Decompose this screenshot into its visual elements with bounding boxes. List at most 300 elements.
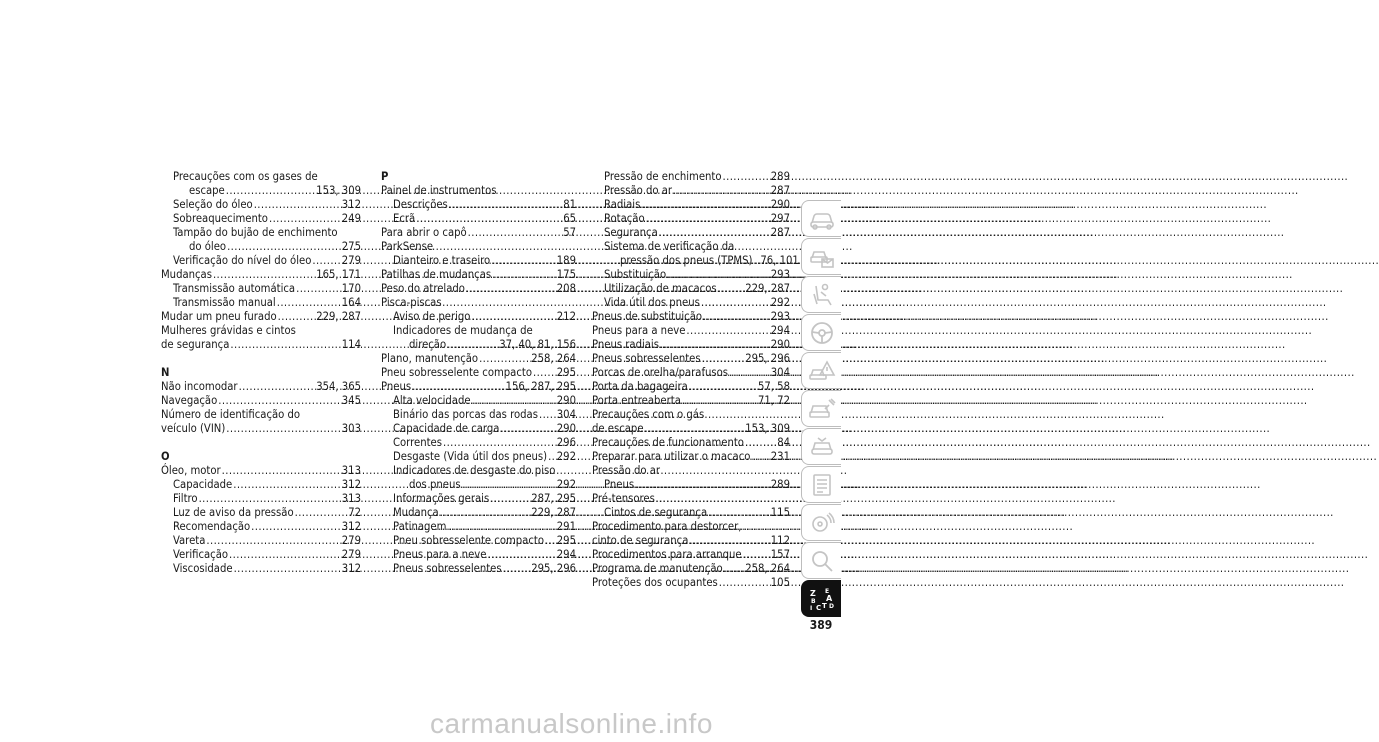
index-entry-leader-dots [641, 198, 769, 212]
index-entry-term: de escape [592, 422, 644, 435]
index-entry-page-ref[interactable]: 156, 287, 295 [505, 380, 576, 393]
index-entry [592, 310, 790, 324]
index-entry-leader-dots [667, 268, 770, 282]
index-entry [381, 254, 576, 268]
index-entry [592, 422, 790, 436]
car-service-icon [808, 434, 836, 460]
index-entry-leader-dots [479, 352, 530, 366]
multimedia-icon [808, 510, 836, 536]
index-entry-term: Indicadores de mudança de [393, 324, 533, 337]
index-entry-page-ref[interactable]: 287, 295 [531, 492, 576, 505]
index-entry-term: Porta entreaberta [592, 394, 681, 407]
index-entry-page-ref[interactable]: 304 [556, 408, 576, 421]
index-entry-leader-dots [412, 380, 505, 394]
alpha-letter-7: T [821, 601, 827, 610]
index-entry-leader-dots [751, 450, 769, 464]
index-entry-leader-dots [227, 240, 341, 254]
index-entry-term: Para abrir o capô [381, 226, 467, 239]
index-entry-leader-dots [233, 478, 341, 492]
index-entry [592, 548, 790, 562]
index-entry-leader-dots [277, 296, 341, 310]
index-entry [161, 324, 361, 338]
index-entry-page-ref[interactable]: 112 [770, 534, 790, 547]
index-entry-term: Pneus sobresselentes [393, 562, 502, 575]
index-entry-term: Porta da bagageira [592, 380, 688, 393]
index-entry-leader-dots [686, 324, 769, 338]
index-entry-leader-dots [254, 198, 341, 212]
index-entry-page-ref[interactable]: 295 [556, 534, 576, 547]
index-entry [592, 254, 799, 268]
index-entry-page-ref[interactable]: 72 [348, 506, 361, 519]
index-entry-leader-dots [660, 338, 770, 352]
index-entry-page-ref[interactable]: 279 [341, 534, 361, 547]
alpha-letter-1: Z [809, 588, 816, 598]
index-entry-term: Mudanças [161, 268, 212, 281]
index-entry-term: Verificação do nível do óleo [173, 254, 312, 267]
index-entry [592, 184, 790, 198]
index-entry-leader-dots [673, 184, 770, 198]
index-entry-leader-dots [440, 506, 530, 520]
index-entry-page-ref[interactable]: 287 [770, 184, 790, 197]
index-entry-term: Sistema de verificação da [604, 240, 735, 253]
index-entry-term: direção [409, 338, 447, 351]
index-entry-leader-dots [708, 506, 770, 520]
index-entry-term: Tampão do bujão de enchimento [173, 226, 338, 239]
index-entry-page-ref[interactable]: 258, 264 [745, 562, 790, 575]
index-entry [381, 464, 576, 478]
index-entry-page-ref[interactable]: 153, 309 [316, 184, 361, 197]
index-entry-page-ref[interactable]: 157 [770, 548, 790, 561]
index-entry-term: Desgaste (Vida útil dos pneus) [393, 450, 548, 463]
index-entry-leader-dots [500, 422, 555, 436]
index-entry-page-ref[interactable]: 57, 58 [757, 380, 790, 393]
index-entry [161, 492, 361, 506]
index-entry-page-ref[interactable]: 293 [770, 310, 790, 323]
index-entry-leader-dots [701, 296, 770, 310]
index-entry-term: Pneus radiais [592, 338, 659, 351]
index-entry [161, 310, 361, 324]
car-front-icon [808, 206, 836, 232]
index-entry-term: Número de identificação do [161, 408, 301, 421]
index-entry-term: Substituição [604, 268, 667, 281]
index-entry-term: dos pneus [409, 478, 461, 491]
index-entry-page-ref[interactable]: 71, 72 [757, 394, 790, 407]
index-entry [161, 198, 361, 212]
index-entry [161, 506, 361, 520]
index-entry-term: Precauções de funcionamento [592, 436, 744, 449]
index-column-2 [381, 170, 576, 576]
index-entry-page-ref[interactable]: 290 [556, 422, 576, 435]
index-entry-page-ref[interactable]: 115 [770, 506, 790, 519]
index-entry-page-ref[interactable]: 296 [556, 436, 576, 449]
index-entry-term: Pré-tensores [592, 492, 655, 505]
index-entry-page-ref[interactable]: 170 [341, 282, 361, 295]
index-entry-leader-dots [492, 268, 556, 282]
index-entry [592, 520, 790, 534]
index-entry-leader-dots [269, 212, 341, 226]
index-entry-leader-dots [312, 254, 340, 268]
index-entry-leader-dots [447, 520, 555, 534]
index-entry-page-ref[interactable]: 229, 287 [531, 506, 576, 519]
index-entry-term: Precauções com o gás [592, 408, 705, 421]
index-entry-leader-dots [753, 254, 759, 268]
alpha-letter-4: A [825, 593, 832, 603]
index-entry [381, 408, 576, 422]
index-entry [381, 436, 576, 450]
index-entry [161, 212, 361, 226]
car-seat-icon [808, 282, 836, 308]
index-entry-term: Pneus para a neve [592, 324, 686, 337]
index-entry [381, 492, 576, 506]
index-entry [161, 478, 361, 492]
index-entry-page-ref[interactable]: 229, 287 [745, 282, 790, 295]
alpha-letter-5: I [809, 604, 812, 612]
index-entry-page-ref[interactable]: 208 [556, 282, 576, 295]
index-entry [161, 184, 361, 198]
index-entry [161, 534, 361, 548]
index-entry-page-ref[interactable]: 292 [770, 296, 790, 309]
index-entry-leader-dots [645, 422, 745, 436]
index-entry-term: Plano, manutenção [381, 352, 479, 365]
index-entry [161, 548, 361, 562]
index-entry-page-ref[interactable]: 295 [556, 366, 576, 379]
index-entry-term: Procedimentos para arranque [592, 548, 742, 561]
index-entry-leader-dots [487, 548, 555, 562]
index-entry-page-ref[interactable]: 313 [341, 492, 361, 505]
index-entry-page-ref[interactable]: 84 [777, 436, 790, 449]
index-entry [161, 520, 361, 534]
index-entry [381, 296, 576, 310]
index-entry-page-ref[interactable]: 312 [341, 198, 361, 211]
index-entry-term: Patilhas de mudanças [381, 268, 492, 281]
index-entry [161, 226, 361, 240]
index-entry-leader-dots [472, 394, 556, 408]
index-entry-page-ref[interactable]: 57 [563, 226, 576, 239]
index-entry-leader-dots [278, 310, 316, 324]
index-entry-page-ref[interactable]: 175 [556, 268, 576, 281]
car-warning-icon [808, 358, 836, 384]
index-entry [381, 380, 576, 394]
index-entry-term: Capacidade [173, 478, 233, 491]
index-entry-page-ref[interactable]: 312 [341, 520, 361, 533]
index-entry [381, 422, 576, 436]
index-entry [592, 408, 790, 422]
index-entry-term: Pneus [604, 478, 635, 491]
magnifier-icon [808, 548, 836, 574]
index-entry-leader-dots [723, 170, 770, 184]
index-entry [592, 436, 790, 450]
index-entry [161, 268, 361, 282]
index-entry [381, 520, 576, 534]
index-entry-term: Procedimento para destorcer, [592, 520, 742, 533]
index-entry-leader-dots [296, 282, 341, 296]
index-entry-leader-dots [719, 576, 770, 590]
car-wrench-icon [808, 396, 836, 422]
index-entry [381, 212, 576, 226]
index-entry-page-ref[interactable]: 289 [770, 478, 790, 491]
index-entry-page-ref[interactable]: 345 [341, 394, 361, 407]
index-entry-page-ref[interactable]: 354, 365 [316, 380, 361, 393]
index-entry-term: Programa de manutenção [592, 562, 723, 575]
index-entry-leader-dots [222, 464, 341, 478]
index-entry-term: Precauções com os gases de [173, 170, 318, 183]
index-entry [161, 422, 361, 436]
index-entry [381, 184, 576, 198]
index-entry-page-ref[interactable]: 105 [770, 576, 790, 589]
index-entry [592, 506, 790, 520]
tab-car-seat[interactable] [801, 276, 841, 313]
index-entry [161, 338, 361, 352]
index-entry-page-ref[interactable]: 81 [563, 198, 576, 211]
index-entry-leader-dots [230, 338, 340, 352]
index-entry-leader-dots [689, 380, 757, 394]
index-entry-term: ParkSense [381, 240, 434, 253]
page-number: 389 [809, 618, 833, 632]
index-entry-leader-dots [229, 548, 341, 562]
index-entry [381, 450, 576, 464]
index-entry-leader-dots [646, 212, 770, 226]
index-entry-leader-dots [416, 212, 562, 226]
index-entry-leader-dots [447, 338, 498, 352]
index-entry-page-ref[interactable]: 189 [556, 254, 576, 267]
index-entry [592, 366, 790, 380]
index-entry-page-ref[interactable]: 37, 40, 81, 156 [499, 338, 576, 351]
index-entry [592, 240, 790, 254]
tab-multimedia[interactable] [801, 504, 841, 541]
index-entry-term: Rotação [604, 212, 645, 225]
index-entry-page-ref[interactable]: 164 [341, 296, 361, 309]
index-entry-page-ref[interactable]: 291 [556, 520, 576, 533]
index-entry [381, 324, 576, 338]
footer-watermark: carmanualsonline.info [430, 708, 713, 739]
index-entry-term: Correntes [393, 436, 442, 449]
index-entry-term: Utilização de macacos [604, 282, 717, 295]
tab-steering-wheel[interactable] [801, 314, 841, 351]
index-entry-page-ref[interactable]: 289 [770, 170, 790, 183]
index-entry-term: de segurança [161, 338, 230, 351]
index-entry-leader-dots [234, 562, 341, 576]
index-entry-term: Recomendação [173, 520, 251, 533]
index-entry-leader-dots [251, 520, 341, 534]
index-entry [381, 562, 576, 576]
index-entry [381, 282, 576, 296]
index-entry [161, 240, 361, 254]
index-entry [592, 352, 790, 366]
index-entry [592, 492, 790, 506]
index-entry-term: Preparar para utilizar o macaco [592, 450, 751, 463]
index-entry [592, 380, 790, 394]
index-entry-page-ref[interactable]: 293 [770, 268, 790, 281]
index-entry-leader-dots [743, 548, 770, 562]
index-entry-page-ref[interactable]: 290 [770, 338, 790, 351]
index-entry-leader-dots [724, 562, 745, 576]
index-entry-page-ref[interactable]: 229, 287 [316, 310, 361, 323]
side-tabs [801, 200, 841, 618]
index-entry-leader-dots [503, 562, 531, 576]
index-entry-term: Navegação [161, 394, 218, 407]
index-entry-term: Transmissão manual [173, 296, 276, 309]
index-entry-leader-dots [218, 394, 341, 408]
tab-alphabetical-index[interactable] [801, 580, 841, 617]
index-entry [161, 170, 361, 184]
index-entry-leader-dots [689, 534, 769, 548]
index-entry-term: veículo (VIN) [161, 422, 226, 435]
index-entry-page-ref[interactable]: 249 [341, 212, 361, 225]
index-entry-term: Vareta [173, 534, 206, 547]
index-entry [381, 226, 576, 240]
index-entry-term: Seleção do óleo [173, 198, 253, 211]
index-entry-page-ref[interactable]: 153, 309 [745, 422, 790, 435]
index-entry-page-ref[interactable]: 295, 296 [745, 352, 790, 365]
index-entry-term: Ecrã [393, 212, 416, 225]
index-entry [592, 212, 790, 226]
index-entry-page-ref[interactable]: 212 [556, 310, 576, 323]
index-entry-term: Mudar um pneu furado [161, 310, 277, 323]
index-entry-page-ref[interactable]: 294 [556, 548, 576, 561]
index-entry-leader-dots [548, 450, 556, 464]
alphabet-index-icon [808, 586, 836, 612]
index-entry-page-ref[interactable]: 165, 171 [316, 268, 361, 281]
index-entry-term: Pneus sobresselentes [592, 352, 701, 365]
index-entry [161, 464, 361, 478]
index-entry-page-ref[interactable]: 295, 296 [531, 562, 576, 575]
index-entry-leader-dots [449, 198, 562, 212]
index-entry [381, 394, 576, 408]
index-entry [592, 464, 790, 478]
index-entry-term: Vida útil dos pneus [604, 296, 700, 309]
index-entry [592, 394, 790, 408]
index-entry [161, 254, 361, 268]
index-entry-page-ref[interactable]: 313 [341, 464, 361, 477]
index-entry [592, 534, 790, 548]
index-entry [592, 282, 790, 296]
index-entry-term: Cintos de segurança [604, 506, 708, 519]
alpha-letter-6: C [815, 603, 821, 612]
index-entry-page-ref[interactable]: 297 [770, 212, 790, 225]
index-column-3 [592, 170, 799, 590]
index-entry [381, 534, 576, 548]
tab-car-service[interactable] [801, 428, 841, 465]
index-entry-term: Pneu sobresselente compacto [381, 366, 532, 379]
index-entry-term: Pneus de substituição [592, 310, 703, 323]
car-key-mail-icon [808, 244, 836, 270]
index-entry-page-ref[interactable]: 294 [770, 324, 790, 337]
index-entry-leader-dots [659, 226, 770, 240]
index-entry-leader-dots [443, 436, 556, 450]
index-entry [381, 198, 576, 212]
index-entry-term: cinto de segurança [592, 534, 689, 547]
index-entry-page-ref[interactable]: 304 [770, 366, 790, 379]
index-entry-page-ref[interactable]: 275 [341, 240, 361, 253]
index-entry-leader-dots [490, 492, 530, 506]
index-entry-page-ref[interactable]: 290 [556, 394, 576, 407]
index-entry-page-ref[interactable]: 303 [341, 422, 361, 435]
index-entry-leader-dots [226, 184, 315, 198]
index-entry-leader-dots [239, 380, 316, 394]
index-entry-term: escape [189, 184, 225, 197]
index-entry-page-ref[interactable]: 287 [770, 226, 790, 239]
index-entry-page-ref[interactable]: 290 [770, 198, 790, 211]
alpha-letter-3: B [810, 597, 816, 605]
index-entry-page-ref[interactable]: 279 [341, 548, 361, 561]
tab-checklist[interactable] [801, 466, 841, 503]
index-entry-page-ref[interactable]: 292 [556, 450, 576, 463]
index-entry-term: Informações gerais [393, 492, 490, 505]
index-entry [592, 198, 790, 212]
index-entry-term: Pneus [381, 380, 412, 393]
index-entry-page-ref[interactable]: 258, 264 [531, 352, 576, 365]
tab-car-warning[interactable] [801, 352, 841, 389]
index-entry-page-ref[interactable]: 279 [341, 254, 361, 267]
index-entry [381, 548, 576, 562]
index-entry-leader-dots [635, 478, 770, 492]
index-entry-term: Aviso de perigo [393, 310, 471, 323]
index-entry-term: Viscosidade [173, 562, 233, 575]
index-entry-term: Peso do atrelado [381, 282, 465, 295]
tab-car-wrench[interactable] [801, 390, 841, 427]
index-entry-leader-dots [745, 436, 776, 450]
index-entry [381, 240, 576, 254]
index-entry-page-ref[interactable]: 231 [770, 450, 790, 463]
index-entry-term: Pressão do ar [604, 184, 673, 197]
index-entry [381, 478, 576, 492]
index-entry-page-ref[interactable]: 65 [563, 212, 576, 225]
index-entry-leader-dots [682, 394, 757, 408]
index-entry-leader-dots [206, 534, 340, 548]
index-entry-leader-dots [491, 254, 556, 268]
index-entry-term: Luz de aviso da pressão [173, 506, 294, 519]
index-entry-leader-dots [471, 310, 555, 324]
index-spacer [161, 436, 361, 450]
index-entry-term: Radiais [604, 198, 641, 211]
tab-car-key-mail[interactable] [801, 238, 841, 275]
index-entry-term: Pisca-piscas [381, 296, 442, 309]
index-entry-leader-dots [462, 478, 556, 492]
index-entry-term: Porcas de orelha/parafusos [592, 366, 729, 379]
index-entry [381, 506, 576, 520]
index-entry-page-ref[interactable]: 292 [556, 478, 576, 491]
index-entry [592, 226, 790, 240]
index-entry-page-ref[interactable]: 76, 101 [760, 254, 799, 267]
index-entry [161, 380, 361, 394]
index-entry-leader-dots [539, 408, 556, 422]
index-entry-page-ref[interactable]: 114 [341, 338, 361, 351]
index-entry [381, 310, 576, 324]
index-entry-term: Pressão do ar [592, 464, 661, 477]
index-entry-term: Indicadores de desgaste do piso [393, 464, 556, 477]
index-entry-term: Verificação [173, 548, 229, 561]
index-entry-term: Descrições [393, 198, 448, 211]
index-entry [381, 268, 576, 282]
index-entry-page-ref[interactable]: 312 [341, 562, 361, 575]
index-entry-leader-dots [729, 366, 770, 380]
tab-search[interactable] [801, 542, 841, 579]
tab-car-front[interactable] [801, 200, 841, 237]
index-entry-page-ref[interactable]: 312 [341, 478, 361, 491]
index-entry-term: Proteções dos ocupantes [592, 576, 718, 589]
index-entry [592, 324, 790, 338]
index-spacer [161, 352, 361, 366]
index-entry [381, 352, 576, 366]
index-entry-leader-dots [702, 352, 745, 366]
index-entry-leader-dots [545, 534, 556, 548]
index-entry [161, 282, 361, 296]
index-entry [592, 268, 790, 282]
index-entry-leader-dots [533, 366, 556, 380]
index-entry [592, 562, 790, 576]
index-entry [592, 296, 790, 310]
index-entry-leader-dots [213, 268, 315, 282]
